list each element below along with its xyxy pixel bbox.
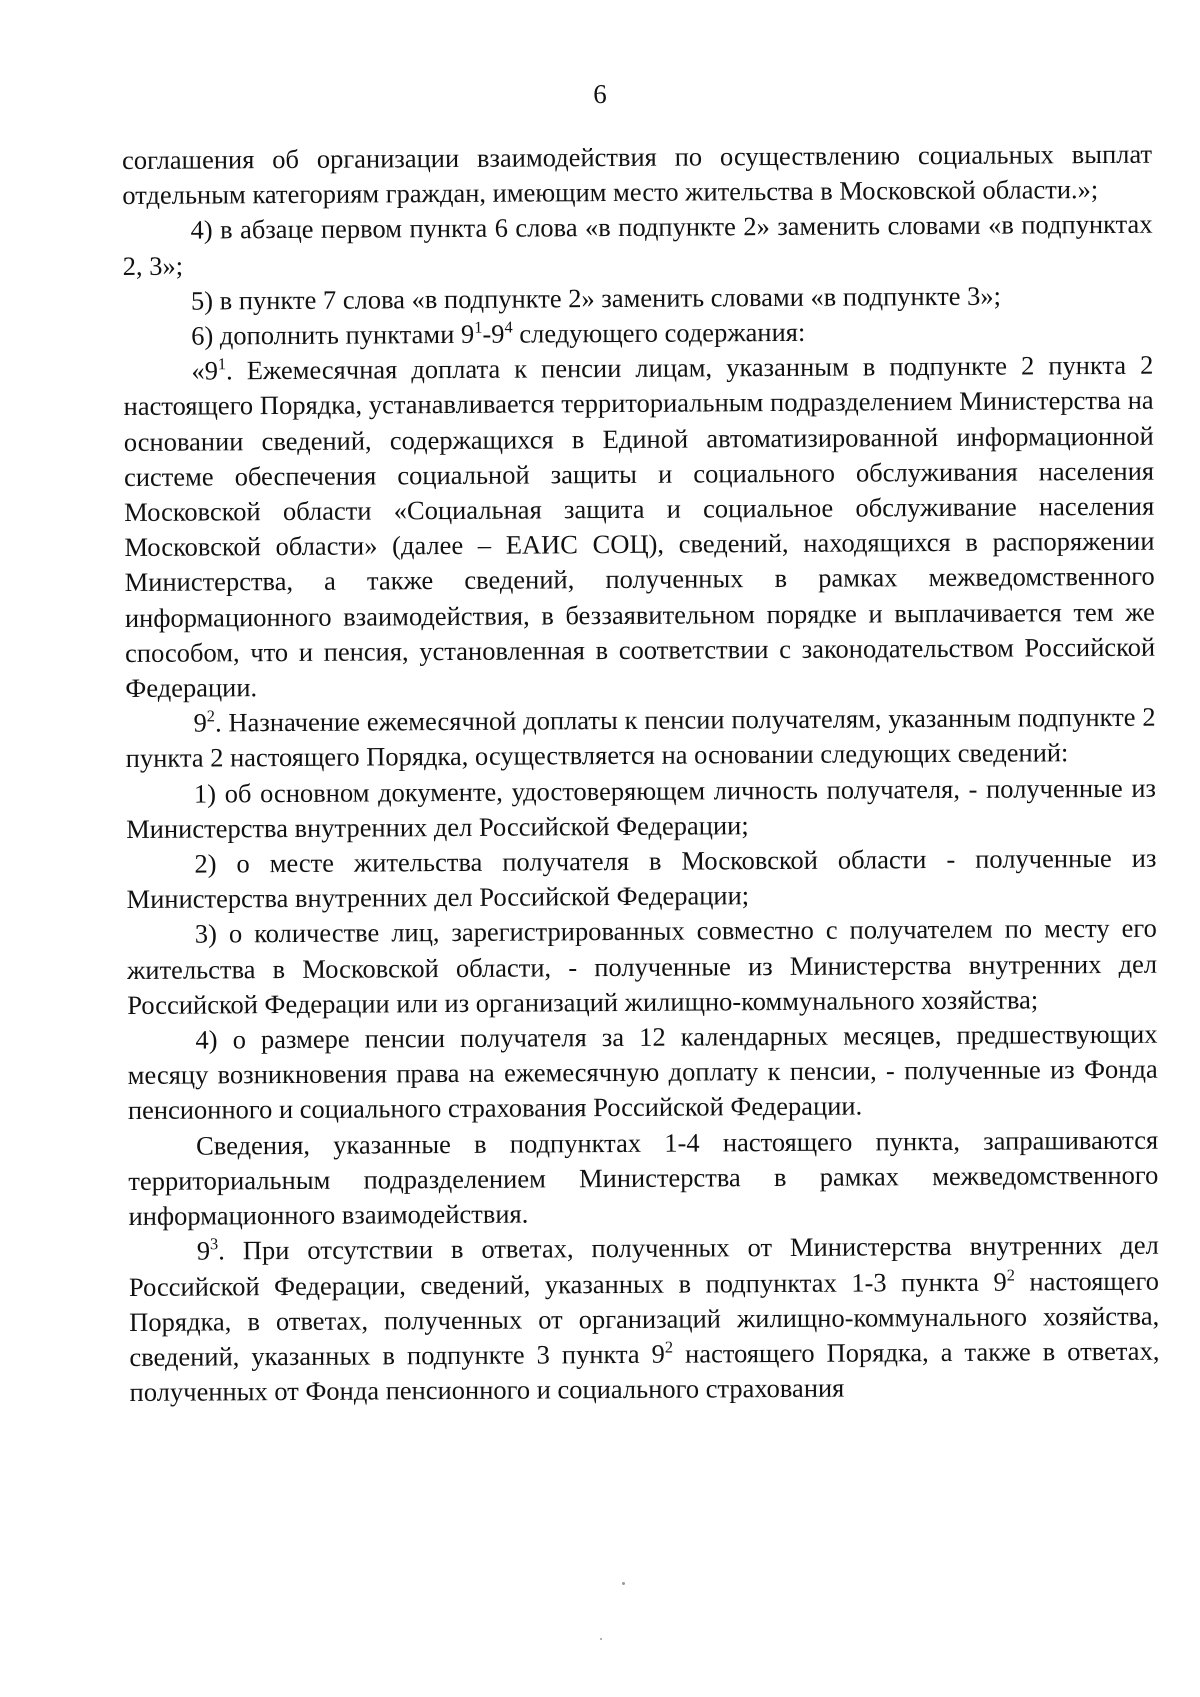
paragraph-clause-9-1 bbox=[123, 348, 1155, 706]
superscript-number: 2 bbox=[1006, 1264, 1015, 1284]
paragraph-item-4 bbox=[122, 207, 1152, 284]
superscript-number: 4 bbox=[504, 317, 513, 337]
paragraph-subitem-4 bbox=[127, 1017, 1158, 1129]
paragraph-text-run: -9 bbox=[482, 318, 505, 349]
paragraph-text-run: Сведения, указанные в подпунктах 1-4 настоящего пункта, запрашиваются территориальным подразделением Министерства в рамках межведомственного информационного взаимодействия. bbox=[128, 1124, 1159, 1232]
scan-speck bbox=[622, 1582, 625, 1585]
superscript-number: 2 bbox=[206, 706, 216, 726]
paragraph-text-run: соглашения об организации взаимодействия по осуществлению социальных выплат отдельным категориям граждан, имеющим место жительства в Московской области.»; bbox=[122, 138, 1153, 211]
paragraph-text-run: 4) о размере пенсии получателя за 12 календарных месяцев, предшествующих месяцу возникновения права на ежемесячную доплату к пенсии, - полученные из Фонда пенсионного и социального страхования Российской Федерации. bbox=[127, 1018, 1158, 1126]
paragraph-text-run: 5) в пункте 7 слова «в подпункте 2» заменить словами «в подпункте 3»; bbox=[190, 280, 1002, 316]
page-number: 6 bbox=[593, 79, 607, 109]
paragraph-text-run: . Ежемесячная доплата к пенсии лицам, указанным в подпункте 2 пункта 2 настоящего Порядка, устанавливается территориальным подразделением Министерства на основании сведений, содержащихся в Единой автоматизированной информационной системе обеспечения социальной защиты и социального обслуживания населения Московской области «Социальная защита и социальное обслуживание населения Московской области» (далее – ЕАИС СОЦ), сведений, находящихся в распоряжении Министерства, а также сведений, полученных в рамках межведомственного информационного взаимодействия, в беззаявительном порядке и выплачивается тем же способом, что и пенсия, установленная в соответствии с законодательством Российской Федерации. bbox=[123, 349, 1156, 704]
paragraph-text-run: . Назначение ежемесячной доплаты к пенсии получателям, указанным подпункте 2 пункта 2 настоящего Порядка, осуществляется на основании следующих сведений: bbox=[125, 701, 1156, 774]
paragraph-text-run: 2) о месте жительства получателя в Московской области - полученные из Министерства внутренних дел Российской Федерации; bbox=[126, 842, 1157, 915]
superscript-number: 3 bbox=[209, 1234, 219, 1254]
paragraph-text-run: следующего содержания: bbox=[512, 316, 806, 349]
paragraph-text-run: 9 bbox=[193, 707, 207, 738]
paragraph-text-run: . При отсутствии в ответах, полученных от Министерства внутренних дел Российской Федерации, сведений, указанных в подпунктах 1-3 пункта 9 bbox=[128, 1229, 1159, 1302]
paragraph-text-run: «9 bbox=[191, 355, 218, 386]
superscript-number: 2 bbox=[664, 1337, 674, 1357]
paragraph-clause-9-3 bbox=[129, 1228, 1160, 1410]
paragraph-information-request bbox=[128, 1122, 1159, 1234]
paragraph-subitem-1 bbox=[126, 770, 1156, 847]
paragraph-text-run: настоящего Порядка, в ответах, полученных от организаций жилищно-коммунального хозяйства, сведений, указанных в подпункте 3 пункта 9 bbox=[129, 1265, 1160, 1372]
paragraph-text-run: 4) в абзаце первом пункта 6 слова «в подпункте 2» заменить словами «в подпунктах 2, 3»; bbox=[122, 209, 1153, 281]
paragraph-text-run: 3) о количестве лиц, зарегистрированных совместно с получателем по месту его жительства в Московской области, - полученные из Министерства внутренних дел Российской Федерации или из организаций жилищно-коммунального хозяйства; bbox=[126, 913, 1158, 1020]
scan-speck bbox=[600, 1638, 602, 1640]
superscript-number: 1 bbox=[474, 317, 483, 337]
paragraph-subitem-2 bbox=[126, 841, 1156, 918]
paragraph-subitem-3 bbox=[127, 911, 1158, 1023]
paragraph-text-run: 1) об основном документе, удостоверяющем личность получателя, - полученные из Министерства внутренних дел Российской Федерации; bbox=[126, 772, 1157, 844]
paragraph-text-run: настоящего Порядка, а также в ответах, полученных от Фонда пенсионного и социального страхования bbox=[129, 1335, 1160, 1408]
paragraph-text-run: 9 bbox=[196, 1235, 211, 1266]
paragraph-item-5 bbox=[123, 278, 1153, 319]
paragraph-agreement-end bbox=[122, 137, 1152, 214]
document-body bbox=[122, 137, 1160, 1411]
superscript-number: 1 bbox=[217, 354, 227, 374]
paragraph-text-run: 6) дополнить пунктами 9 bbox=[191, 318, 475, 351]
paragraph-clause-9-2 bbox=[125, 700, 1155, 777]
